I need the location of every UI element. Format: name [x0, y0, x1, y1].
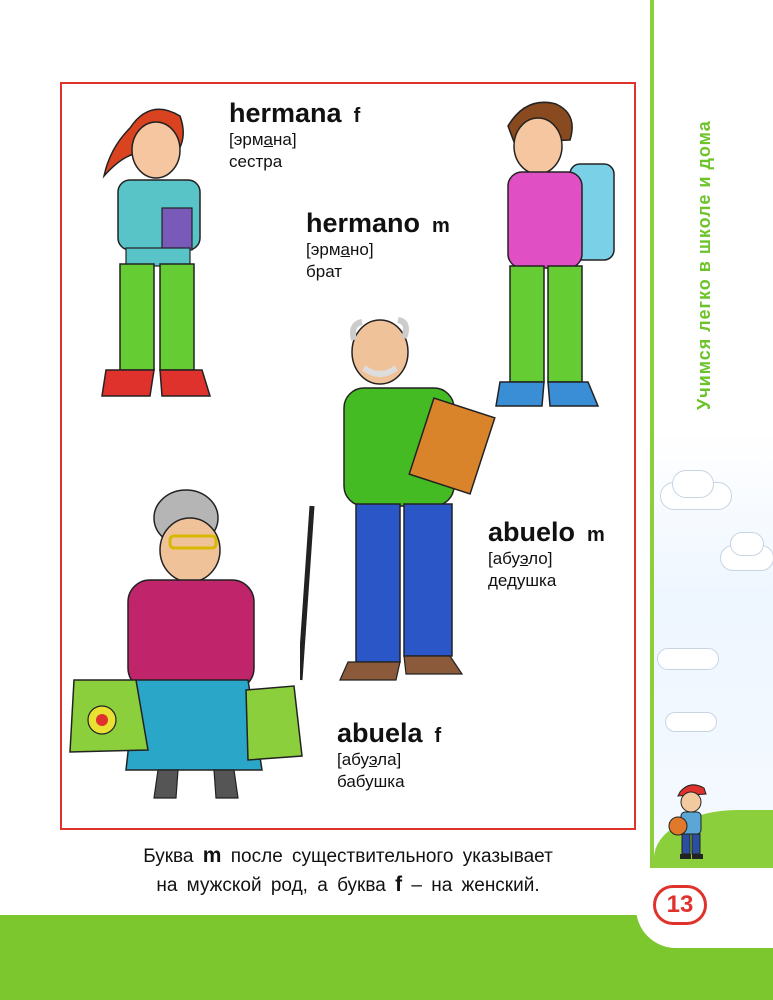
grammar-note: Буква m после существительного указывает на мужской род, а буква f – на женский. [143, 844, 553, 896]
feminine-letter: f [395, 873, 403, 896]
entry-pronunciation: [эрмана] [229, 130, 297, 149]
entry-gender: f [353, 105, 361, 127]
entry-hermano [306, 208, 450, 283]
entry-abuela [337, 718, 441, 793]
grandmother-illustration [66, 480, 316, 800]
stressed-vowel: а [340, 240, 351, 259]
cloud-icon [665, 712, 717, 732]
entry-word: hermano [306, 208, 421, 238]
masculine-letter: m [202, 844, 222, 867]
entry-gender: f [434, 725, 442, 747]
stressed-vowel: э [519, 549, 529, 568]
entry-meaning: сестра [229, 152, 283, 171]
grandfather-illustration [300, 310, 510, 682]
entry-abuelo [488, 517, 605, 592]
entry-gender: m [587, 524, 605, 546]
boy-mascot-illustration [660, 778, 720, 862]
entry-pronunciation: [абуэла] [337, 750, 402, 769]
entry-meaning: дедушка [488, 571, 557, 590]
entry-word: abuela [337, 718, 423, 748]
page-number: 13 [653, 885, 707, 925]
cloud-icon [672, 470, 714, 498]
cloud-icon [657, 648, 719, 670]
entry-hermana [229, 98, 360, 173]
entry-pronunciation: [эрмано] [306, 240, 374, 259]
cloud-icon [730, 532, 764, 556]
entry-meaning: бабушка [337, 772, 405, 791]
entry-word: hermana [229, 98, 342, 128]
entry-meaning: брат [306, 262, 343, 281]
entry-gender: m [432, 215, 450, 237]
stressed-vowel: а [263, 130, 274, 149]
entry-pronunciation: [абуэло] [488, 549, 553, 568]
sidebar-title: Учимся легко в школе и дома [694, 120, 714, 410]
stressed-vowel: э [368, 750, 378, 769]
sister-illustration [90, 98, 230, 410]
entry-word: abuelo [488, 517, 576, 547]
